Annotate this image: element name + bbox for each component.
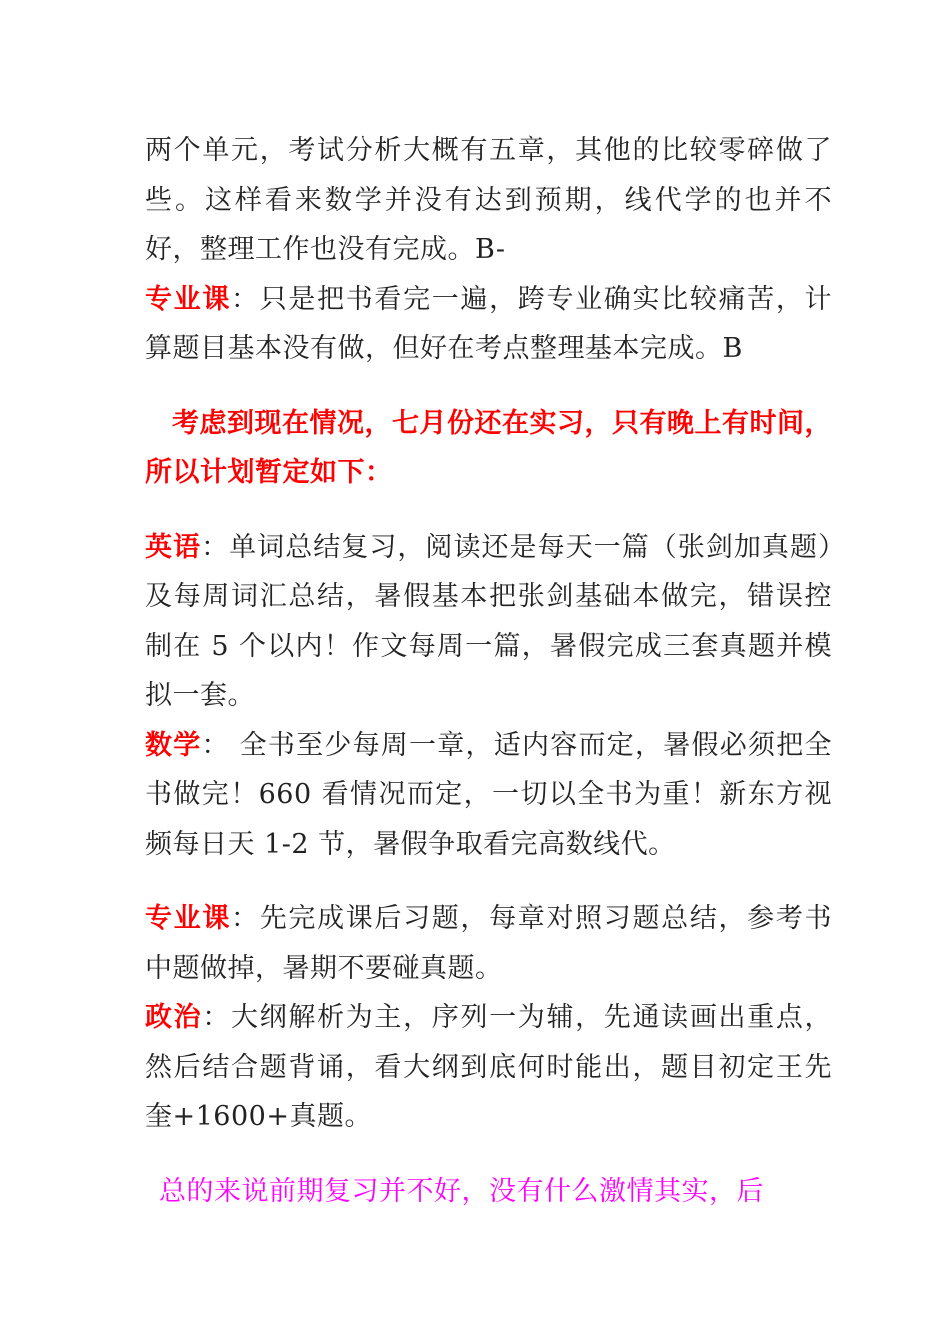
english-label: 英语 (145, 531, 202, 563)
math-review-paragraph (145, 126, 832, 275)
major-colon: ： (231, 903, 260, 934)
english-text: 单词总结复习，阅读还是每天一篇（张剑加真题）及每周词汇总结，暑假基本把张剑基础本做完，错误控制在 5 个以内！作文每周一篇，暑假完成三套真题并模拟一套。 (145, 531, 833, 711)
english-colon: ： (201, 531, 230, 563)
math-plan-paragraph (145, 721, 832, 870)
math-text: 全书至少每周一章，适内容而定，暑假必须把全书做完！660 看情况而定，一切以全书为重！新东方视频每日天 1-2 节，暑假争取看完高数线代。 (145, 729, 832, 860)
paragraph-gap (145, 1142, 832, 1167)
major-review-text: 只是把书看完一遍，跨专业确实比较痛苦，计算题目基本没有做，但好在考点整理基本完成。B (145, 283, 833, 364)
paragraph-gap (145, 498, 832, 523)
politics-label: 政治 (145, 1002, 203, 1033)
math-colon: ： (201, 729, 230, 761)
major-review-label: 专业课 (145, 283, 232, 315)
paragraph-gap (145, 374, 832, 399)
math-label: 数学 (145, 729, 202, 761)
english-plan-paragraph (145, 523, 832, 721)
politics-colon: ： (202, 1002, 232, 1033)
plan-intro-heading: 考虑到现在情况，七月份还在实习，只有晚上有时间，所以计划暂定如下： (145, 407, 832, 488)
paragraph-gap (145, 869, 832, 894)
major-text: 先完成课后习题，每章对照习题总结，参考书中题做掉，暑期不要碰真题。 (145, 903, 833, 984)
politics-text: 大纲解析为主，序列一为辅，先通读画出重点，然后结合题背诵，看大纲到底何时能出，题目初定王先奎+1600+真题。 (145, 1002, 833, 1132)
major-review-paragraph (145, 275, 832, 374)
politics-plan-paragraph (145, 993, 832, 1142)
math-review-text: 两个单元，考试分析大概有五章，其他的比较零碎做了些。这样看来数学并没有达到预期，线代学的也并不好，整理工作也没有完成。B- (145, 135, 832, 265)
major-plan-paragraph (145, 894, 832, 993)
major-label: 专业课 (145, 903, 232, 934)
closing-paragraph: 总的来说前期复习并不好，没有什么激情其实，后 (159, 1175, 764, 1207)
major-review-colon: ： (231, 283, 260, 315)
